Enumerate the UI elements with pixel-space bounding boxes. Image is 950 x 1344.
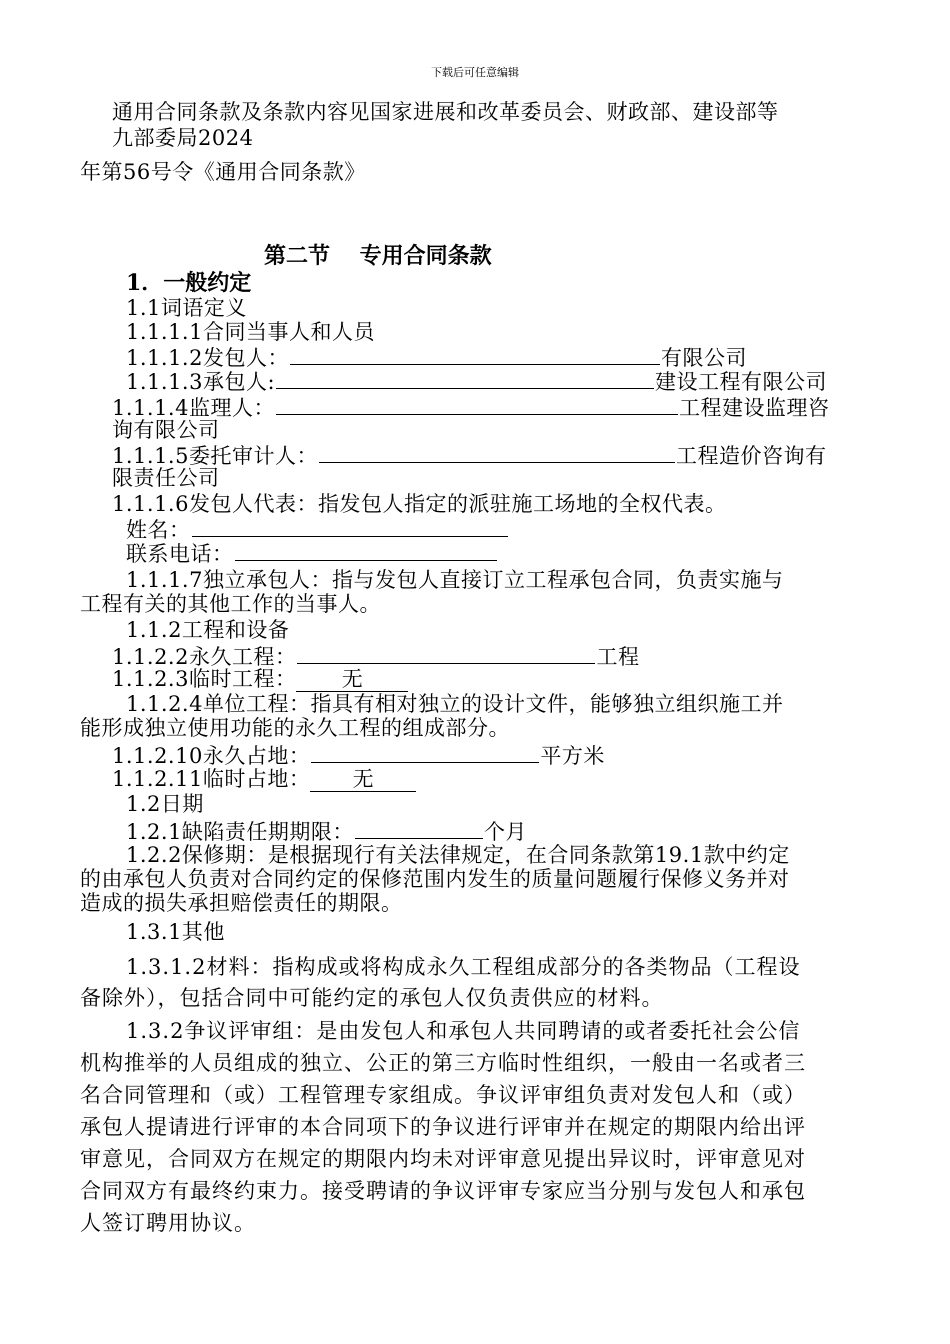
clause-line: 机构推举的人员组成的独立、公正的第三方临时性组织，一般由一名或者三: [80, 1051, 806, 1075]
clause-line: 1.3.1.2材料：指构成或将构成永久工程组成部分的各类物品（工程设: [126, 955, 801, 979]
clause-line: 1.1.1.6发包人代表：指发包人指定的派驻施工场地的全权代表。: [112, 492, 727, 516]
intro-line: 通用合同条款及条款内容见国家进展和改革委员会、财政部、建设部等: [112, 100, 779, 124]
employer-field-row: [126, 344, 747, 370]
name-field-row: [126, 516, 509, 542]
field-suffix: 建设工程有限公司: [655, 370, 828, 394]
clause-line: 1.2.2保修期：是根据现行有关法律规定，在合同条款第19.1款中约定: [126, 843, 790, 867]
field-label: 1.1.2.10永久占地：: [112, 744, 311, 768]
clause-line: 备除外），包括合同中可能约定的承包人仅负责供应的材料。: [80, 986, 664, 1010]
defect-period-blank[interactable]: [355, 818, 483, 839]
clause-line: 1.1.1.1合同当事人和人员: [126, 320, 375, 344]
clause-line: 的由承包人负责对合同约定的保修范围内发生的质量问题履行保修义务并对: [80, 867, 790, 891]
field-label: 1.2.1缺陷责任期期限：: [126, 820, 354, 844]
permanent-land-blank[interactable]: [311, 742, 539, 763]
field-suffix: 工程造价咨询有: [675, 444, 827, 468]
phone-field-row: [126, 540, 498, 566]
section-title: 第二节 专用合同条款: [264, 243, 492, 269]
clause-line: 询有限公司: [112, 418, 220, 442]
field-suffix: 平方米: [540, 744, 605, 768]
temporary-works-row: [112, 667, 408, 692]
clause-line: 能形成独立使用功能的永久工程的组成部分。: [80, 716, 510, 740]
clause-line: 1.1.2工程和设备: [126, 618, 290, 642]
temporary-works-value[interactable]: 无: [296, 667, 408, 692]
field-label: 1.1.2.11临时占地：: [112, 767, 311, 791]
clause-line: 造成的损失承担赔偿责任的期限。: [80, 891, 403, 915]
field-label: 联系电话：: [126, 542, 234, 566]
temporary-land-value[interactable]: 无: [310, 767, 416, 792]
contractor-blank[interactable]: [276, 368, 654, 389]
employer-blank[interactable]: [290, 344, 660, 365]
field-label: 1.1.2.2永久工程：: [112, 645, 297, 669]
field-label: 1.1.2.3临时工程：: [112, 667, 297, 691]
clause-line: 合同双方有最终约束力。接受聘请的争议评审专家应当分别与发包人和承包: [80, 1179, 806, 1203]
field-label: 姓名：: [126, 518, 191, 542]
field-label: 1.1.1.5委托审计人：: [112, 444, 318, 468]
intro-line: 九部委局2024: [112, 126, 254, 150]
defect-period-row: [126, 818, 527, 844]
permanent-works-row: [112, 643, 639, 669]
clause-line: 1.1.2.4单位工程：指具有相对独立的设计文件，能够独立组织施工并: [126, 692, 784, 716]
clause-line: 名合同管理和（或）工程管理专家组成。争议评审组负责对发包人和（或）: [80, 1083, 806, 1107]
clause-line: 1.1.1.7独立承包人：指与发包人直接订立工程承包合同，负责实施与: [126, 568, 784, 592]
intro-line: 年第56号令《通用合同条款》: [80, 160, 366, 184]
clause-line: 1.3.2争议评审组：是由发包人和承包人共同聘请的或者委托社会公信: [126, 1019, 801, 1043]
clause-line: 限责任公司: [112, 466, 220, 490]
field-suffix: 个月: [483, 820, 527, 844]
field-label: 1.1.1.3承包人:: [126, 370, 276, 394]
clause-line: 工程有关的其他工作的当事人。: [80, 592, 381, 616]
clause-line: 1.3.1其他: [126, 920, 225, 944]
field-suffix: 工程建设监理咨: [678, 396, 830, 420]
field-suffix: 有限公司: [660, 346, 747, 370]
phone-blank[interactable]: [235, 540, 497, 561]
temporary-land-row: [112, 767, 416, 792]
subsection-title: 1．一般约定: [126, 270, 252, 296]
name-blank[interactable]: [192, 516, 508, 537]
field-label: 1.1.1.4监理人：: [112, 396, 275, 420]
clause-line: 1.2日期: [126, 792, 204, 816]
permanent-land-row: [112, 742, 605, 768]
auditor-field-row: [112, 442, 826, 468]
contractor-field-row: [126, 368, 827, 394]
field-label: 1.1.1.2发包人：: [126, 346, 289, 370]
clause-line: 审意见，合同双方在规定的期限内均未对评审意见提出异议时，评审意见对: [80, 1147, 806, 1171]
supervisor-field-row: [112, 394, 829, 420]
auditor-blank[interactable]: [319, 442, 675, 463]
clause-line: 承包人提请进行评审的本合同项下的争议进行评审并在规定的期限内给出评: [80, 1115, 806, 1139]
supervisor-blank[interactable]: [276, 394, 678, 415]
permanent-works-blank[interactable]: [297, 643, 595, 664]
page-header-note: 下载后可任意编辑: [431, 66, 519, 79]
clause-line: 1.1词语定义: [126, 296, 247, 320]
clause-line: 人签订聘用协议。: [80, 1211, 256, 1235]
field-suffix: 工程: [596, 645, 640, 669]
